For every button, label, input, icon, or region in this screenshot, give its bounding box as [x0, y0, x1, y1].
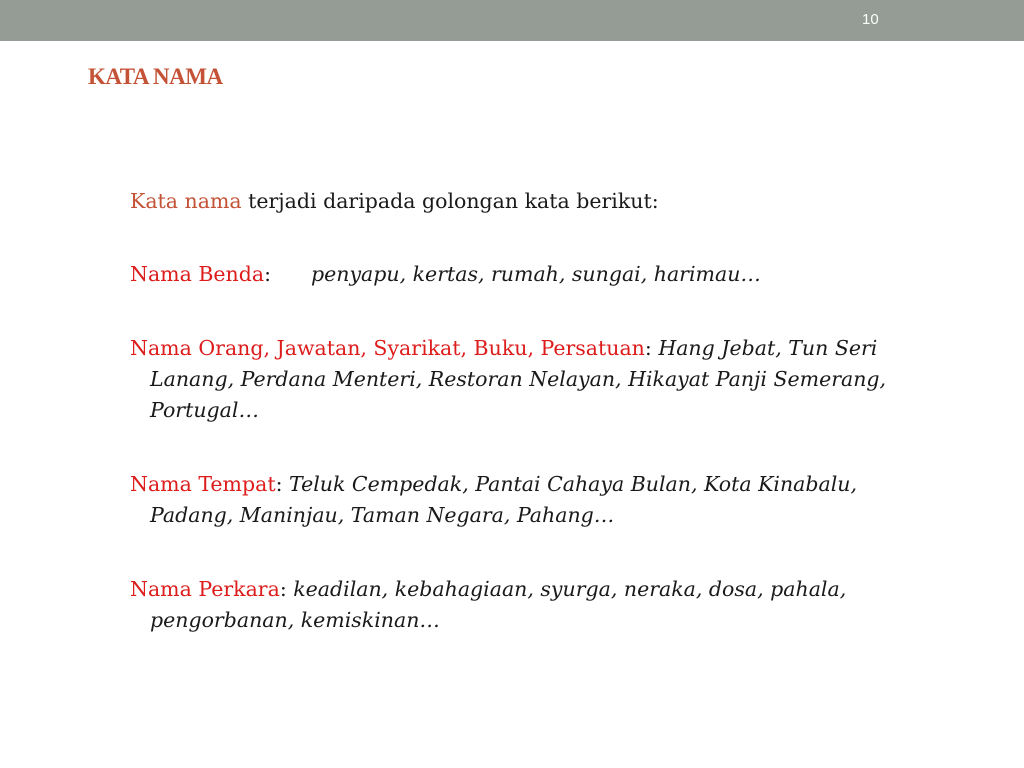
category-label: Nama Tempat — [130, 472, 276, 496]
header-bar — [0, 0, 1024, 41]
category-examples: Hang Jebat, Tun Seri Lanang, Perdana Menteri, Restoran Nelayan, Hikayat Panji Semerang, Portugal… — [150, 336, 887, 422]
category-examples: keadilan, kebahagiaan, syurga, neraka, dosa, pahala, pengorbanan, kemiskinan… — [150, 577, 847, 632]
category-nama-benda — [130, 259, 940, 290]
slide-body — [130, 186, 940, 679]
category-nama-perkara — [130, 574, 940, 636]
category-separator: : — [275, 472, 290, 496]
category-nama-orang — [130, 333, 940, 426]
category-nama-tempat — [130, 469, 940, 531]
slide-number: 10 — [862, 11, 879, 28]
category-separator: : — [644, 336, 659, 360]
category-label: Nama Orang, Jawatan, Syarikat, Buku, Persatuan — [130, 336, 645, 360]
category-label: Nama Benda — [130, 262, 265, 286]
intro-paragraph — [130, 186, 940, 217]
slide-title: KATA NAMA — [88, 64, 223, 89]
category-examples: penyapu, kertas, rumah, sungai, harimau… — [311, 262, 761, 286]
category-examples: Teluk Cempedak, Pantai Cahaya Bulan, Kota Kinabalu, Padang, Maninjau, Taman Negara, Pahang… — [150, 472, 857, 527]
category-separator: : — [264, 262, 272, 286]
category-separator: : — [279, 577, 294, 601]
intro-text: terjadi daripada golongan kata berikut: — [241, 189, 659, 213]
category-label: Nama Perkara — [130, 577, 280, 601]
intro-term: Kata nama — [130, 189, 242, 213]
